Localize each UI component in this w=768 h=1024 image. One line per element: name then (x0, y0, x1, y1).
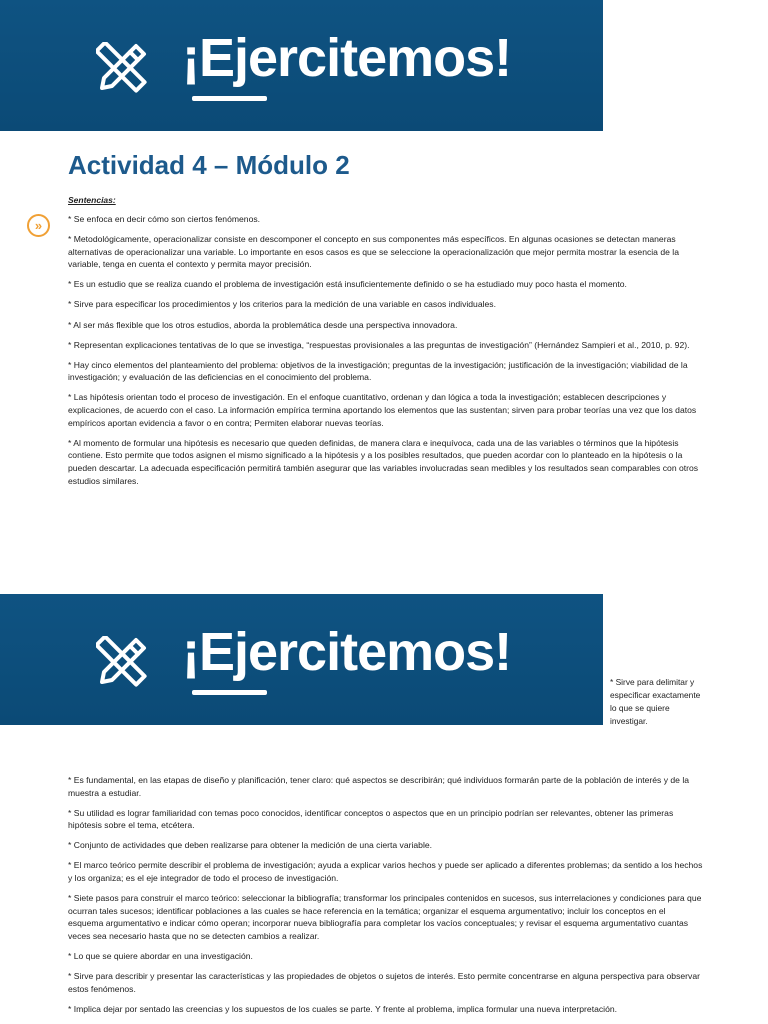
sentence-item: * Su utilidad es lograr familiaridad con temas poco conocidos, identificar conceptos o aspectos que en un principio podrían ser relevantes, obtener las primeras hipótesis sobre el tema, etcétera. (68, 807, 674, 831)
sentence-item: * Es un estudio que se realiza cuando el problema de investigación está insuficientemente definido o se ha estudiado muy poco hasta el momento. (68, 279, 627, 290)
sentence-item: * Sirve para especificar los procedimientos y los criterios para la medición de una variable en casos individuales. (68, 299, 496, 310)
sentence-item: * Conjunto de actividades que deben realizarse para obtener la medición de una cierta variable. (68, 840, 433, 851)
sentence-item: * Sirve para describir y presentar las características y las propiedades de objetos o sujetos de interés. Esto permite concentrarse en alguna perspectiva para observar estos fenómenos. (68, 971, 700, 994)
sentence-item: * Las hipótesis orientan todo el proceso de investigación. En el enfoque cuantitativo, ordenan y dan lógica a toda la investigación; establecen descripciones y explicaciones, de acuerdo con el caso. La información empírica termina aportando los elementos que las sustentan; sirven para probar teorías una vez que los datos empíricos aportan evidencia a favor o en contra; Permiten elaborar nuevas teorías. (68, 392, 697, 428)
sentence-item: * Se enfoca en decir cómo son ciertos fenómenos. (68, 214, 261, 224)
sentence-item: * Al ser más flexible que los otros estudios, aborda la problemática desde una perspectiva innovadora. (68, 319, 458, 330)
title-underline (192, 96, 267, 101)
sentence-item: * Representan explicaciones tentativas de lo que se investiga, “respuestas provisionales a las preguntas de investigación” (Hernández Sampieri et al., 2010, p. 92). (68, 339, 690, 350)
side-note: * Sirve para delimitar y especificar exactamente lo que se quiere investigar. (610, 677, 701, 726)
sentence-item: * Metodológicamente, operacionalizar consiste en descomponer el concepto en sus componentes más específicos. En algunas ocasiones se detectan maneras alternativas de operacionalizar una variable. Lo importante en esos casos es que se seleccione la operacionalización que mejor permita mostrar la esencia de la variable, tenga en cuenta el contexto y permita mayor precisión. (68, 234, 679, 270)
sentence-item: * Al momento de formular una hipótesis es necesario que queden definidas, de manera clara e inequívoca, cada una de las variables o términos que la hipótesis contiene. Esto permite que todos asignen el mismo significado a la hipótesis y a los posibles resultados, que pueden acordar con lo planteado en la hipótesis o la pueden descartar. La adecuada especificación permitirá también asegurar que las variables involucradas sean medibles y los resultados sean comparables con otros estudios similares. (68, 437, 699, 486)
banner-bottom (0, 594, 603, 725)
sentence-item: * Implica dejar por sentado las creencias y los supuestos de los cuales se parte. Y frente al problema, implica formular una nueva interpretación. (68, 1003, 618, 1014)
banner-title: ¡Ejercitemos! (182, 622, 512, 682)
sentence-item: * Es fundamental, en las etapas de diseño y planificación, tener claro: qué aspectos se describirán; qué individuos formarán parte de la población de interés y de la muestra a estudiar. (68, 775, 690, 798)
pencil-ruler-icon (96, 636, 148, 688)
banner-title: ¡Ejercitemos! (182, 28, 512, 88)
sentences-list-2 (68, 774, 703, 1023)
page-title: Actividad 4 – Módulo 2 (68, 150, 350, 180)
sentence-item: * Hay cinco elementos del planteamiento del problema: objetivos de la investigación; preguntas de la investigación; justificación de la investigación; viabilidad de la investigación; y evaluación de las deficiencias en el conocimiento del problema. (68, 359, 688, 383)
sentence-item: * El marco teórico permite describir el problema de investigación; ayuda a explicar varios hechos y puede ser aplicado a diferentes problemas; da sentido a los hechos y los organiza; es el eje integrador de todo el proceso de investigación. (68, 860, 703, 884)
next-button[interactable] (27, 214, 50, 237)
title-underline (192, 690, 267, 695)
pencil-ruler-icon (96, 42, 148, 94)
banner-top (0, 0, 603, 131)
sentences-label: Sentencias: (68, 195, 116, 205)
sentence-item: * Siete pasos para construir el marco teórico: seleccionar la bibliografía; transformar los principales contenidos en sucesos, sus interrelaciones y condiciones para que ocurran tales sucesos; identificar poblaciones a las cuales se hace referencia en la temática; organizar el esquema argumentativo; incluir los conceptos en el esquema argumentativo e indicar cómo operan; incorporar nueva bibliografía para completar los vacíos conceptuales; y revisar el esquema argumentativo cuantas veces sea necesario hasta que no se detecten cambios a realizar. (68, 893, 702, 941)
sentences-list-1 (68, 213, 703, 495)
sentence-item: * Lo que se quiere abordar en una investigación. (68, 951, 253, 962)
double-chevron-right-icon: » (34, 218, 43, 233)
